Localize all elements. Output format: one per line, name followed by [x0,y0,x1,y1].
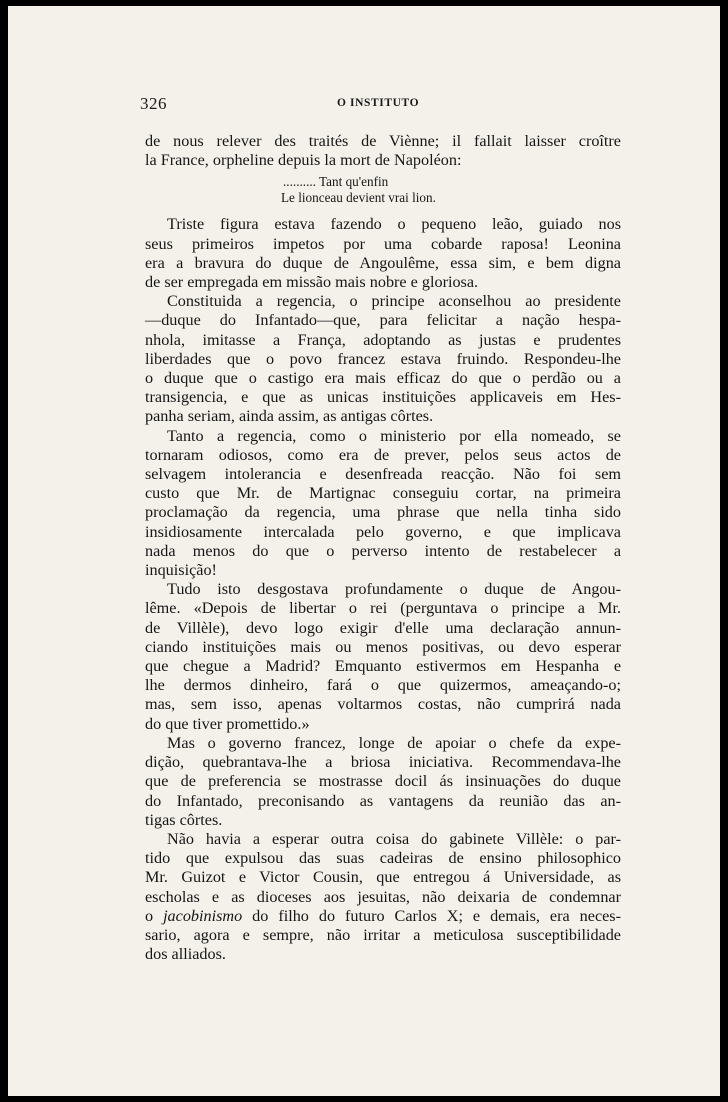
text-line: selvagem intolerancia e desenfreada reacção. Não foi sem [145,465,621,484]
text-line: Não havia a esperar outra coisa do gabinete Villèle: o par- [167,829,621,848]
verse-quote [145,174,621,205]
text-line: liberdades que o povo francez estava fruindo. Respondeu-lhe [145,349,621,368]
text-line: de nous relever des traités de Viènne; il fallait laisser croître [145,132,621,150]
text-line: escholas e as dioceses aos jesuitas, não deixaria de condemnar [145,887,621,906]
text-line: custo que Mr. de Martignac conseguiu cortar, na primeira [145,484,621,503]
running-head: O INSTITUTO [337,97,420,109]
body-text [145,132,621,964]
text-line: nhola, imitasse a França, adoptando as justas e prudentes [145,330,621,349]
text-line: sario, agora e sempre, não irritar a meticulosa susceptibilidade [145,925,621,944]
text-fragment: do filho do futuro Carlos X; e demais, era neces- [242,906,622,925]
text-line: panha seriam, ainda assim, as antigas côrtes. [145,407,434,426]
text-line: era a bravura do duque de Angoulême, essa sim, e bem digna [145,253,621,272]
text-line: do que tiver promettido.» [145,714,310,733]
paragraph [145,734,621,830]
page-header [8,94,720,116]
text-line: que chegue a Madrid? Emquanto estivermos em Hespanha e [145,657,621,676]
text-line: dição, quebrantava-lhe a briosa iniciativa. Recommendava-lhe [145,753,621,772]
text-line: Triste figura estava fazendo o pequeno leão, guiado nos [167,215,621,234]
text-line: seus primeiros impetos por uma cobarde raposa! Leonina [145,234,621,253]
paragraph [145,215,621,292]
text-line: que de preferencia se mostrasse docil ás insinuações do duque [145,772,621,791]
text-line: Constituida a regencia, o principe aconselhou ao presidente [167,292,621,311]
text-line: proclamação da regencia, uma phrase que nella tinha sido [145,503,621,522]
text-line: Mas o governo francez, longe de apoiar o chefe da expe- [167,733,621,752]
text-line: Tanto a regencia, como o ministerio por ella nomeado, se [167,426,621,445]
text-line: mas, sem isso, apenas voltarmos costas, não cumprirá nada [145,695,621,714]
text-line: o duque que o castigo era mais efficaz do que o perdão ou a [145,369,621,388]
text-line: tornaram odiosos, como era de prever, pelos seus actos de [145,445,621,464]
text-line: lhe dermos dinheiro, fará o que quizermos, ameaçando-o; [145,676,621,695]
text-line: ciando instituições mais ou menos positivas, ou devo esperar [145,637,621,656]
text-line: insidiosamente intercalada pelo governo, e que implicava [145,522,621,541]
paragraph [145,292,621,426]
book-page [8,6,720,1096]
text-line: —duque do Infantado—que, para felicitar a nação hespa- [145,311,621,330]
text-line: Tudo isto desgostava profundamente o duque de Angou- [167,580,621,599]
text-line: Mr. Guizot e Victor Cousin, que entregou á Universidade, as [145,868,621,887]
paragraph [145,580,621,734]
text-line: la France, orpheline depuis la mort de Napoléon: [145,151,462,170]
italic-word: jacobinismo [163,906,243,925]
opening-paragraph [145,132,621,170]
text-fragment: o [145,906,164,925]
text-line-with-italic [145,907,621,926]
text-line: tido que expulsou das suas cadeiras de ensino philosophico [145,849,621,868]
paragraph [145,830,621,964]
quote-line: .......... Tant qu'enfin [283,174,389,190]
text-line: nada menos do que o perverso intento de restabelecer a [145,541,621,560]
text-line: dos alliados. [145,945,226,964]
page-number: 326 [140,94,167,113]
text-line: inquisição! [145,561,217,580]
text-line: lême. «Depois de libertar o rei (perguntava o principe a Mr. [145,599,621,618]
text-line: do Infantado, preconisando as vantagens da reunião das an- [145,791,621,810]
text-line: de Villèle), devo logo exigir d'elle uma declaração annun- [145,618,621,637]
text-line: tigas côrtes. [145,810,223,829]
quote-line: Le lionceau devient vrai lion. [281,189,436,205]
text-line: de ser empregada em missão mais nobre e gloriosa. [145,273,479,292]
paragraph [145,427,621,581]
text-line: transigencia, e que as unicas instituições applicaveis em Hes- [145,388,621,407]
